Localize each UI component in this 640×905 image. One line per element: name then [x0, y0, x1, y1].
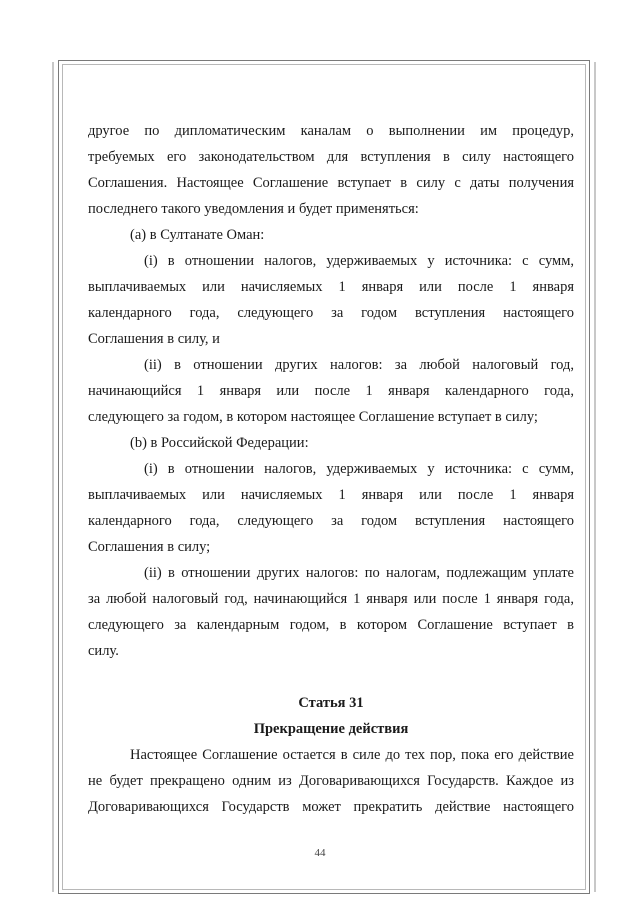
text-line: Договаривающихся Государств может прекратить действие настоящего [88, 799, 574, 815]
text-line: следующего за календарным годом, в котором Соглашение вступает в [88, 617, 574, 633]
page-number: 44 [314, 847, 326, 859]
text-line: выплачиваемых или начисляемых 1 января или после 1 января [88, 487, 574, 503]
text-line: (i) в отношении налогов, удерживаемых у источника: с сумм, [144, 461, 574, 477]
text-line: (i) в отношении налогов, удерживаемых у источника: с сумм, [144, 253, 574, 269]
text-line: выплачиваемых или начисляемых 1 января или после 1 января [88, 279, 574, 295]
body-text [88, 118, 574, 664]
text-line: другое по дипломатическим каналам о выполнении им процедур, [88, 123, 574, 139]
text-line: календарного года, следующего за годом вступления настоящего [88, 513, 574, 529]
text-line: Соглашения в силу, и [88, 331, 220, 347]
text-line: календарного года, следующего за годом вступления настоящего [88, 305, 574, 321]
text-line: начинающийся 1 января или после 1 января календарного года, [88, 383, 574, 399]
page-border-right [594, 62, 596, 892]
text-line: Соглашения. Настоящее Соглашение вступает в силу с даты получения [88, 175, 574, 191]
article-number: Статья 31 [298, 695, 364, 711]
text-line: Соглашения в силу; [88, 539, 211, 555]
text-line: не будет прекращено одним из Договаривающихся Государств. Каждое из [88, 773, 574, 789]
text-line: за любой налоговый год, начинающийся 1 января или после 1 января года, [88, 591, 574, 607]
page-border-left [52, 62, 54, 892]
article-title: Прекращение действия [253, 721, 409, 737]
text-line: Настоящее Соглашение остается в силе до тех пор, пока его действие [130, 747, 574, 763]
section-gap [88, 664, 574, 690]
article-text [88, 742, 574, 820]
text-line: (ii) в отношении других налогов: по налогам, подлежащим уплате [144, 565, 574, 581]
document-body [88, 118, 574, 820]
text-line: силу. [88, 643, 119, 659]
text-line: последнего такого уведомления и будет применяться: [88, 201, 419, 217]
text-line: (a) в Султанате Оман: [130, 227, 265, 243]
text-line: требуемых его законодательством для вступления в силу настоящего [88, 149, 574, 165]
text-line: (ii) в отношении других налогов: за любой налоговый год, [144, 357, 574, 373]
text-line: (b) в Российской Федерации: [130, 435, 309, 451]
text-line: следующего за годом, в котором настоящее Соглашение вступает в силу; [88, 409, 538, 425]
